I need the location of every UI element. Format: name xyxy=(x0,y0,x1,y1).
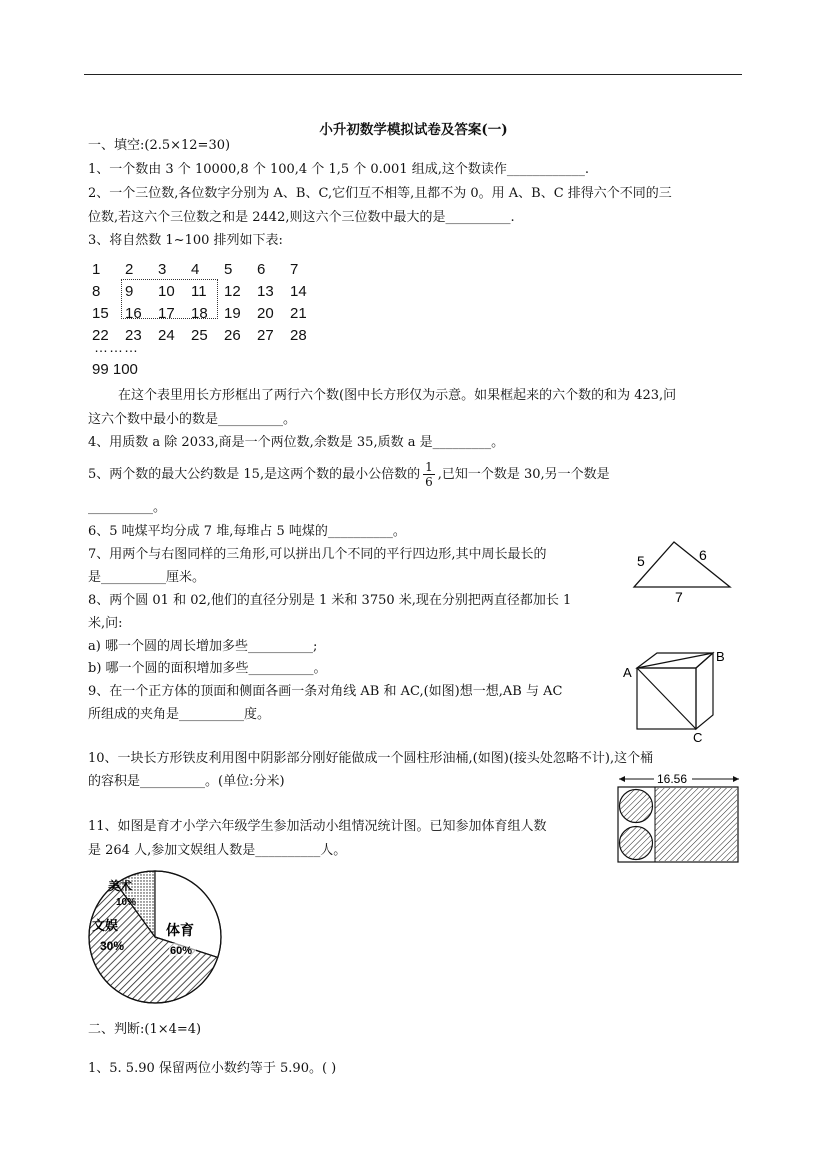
judge-question-1: 1、5. 5.90 保留两位小数约等于 5.90。( ) xyxy=(88,1061,337,1076)
cube-label-b: B xyxy=(716,649,725,664)
page-title: 小升初数学模拟试卷及答案(一) xyxy=(319,122,508,138)
section2-heading: 二、判断:(1×4=4) xyxy=(88,1022,202,1037)
number-table-cell: 17 xyxy=(158,304,175,322)
question-8b: b) 哪一个圆的面积增加多些__________。 xyxy=(88,661,327,676)
number-table-cell: 27 xyxy=(257,326,274,344)
number-table-cell: 8 xyxy=(92,282,101,300)
number-table-cell: 24 xyxy=(158,326,175,344)
number-table-cell: 21 xyxy=(290,304,307,322)
number-table-cell: 22 xyxy=(92,326,109,344)
number-table-cell: 4 xyxy=(191,260,200,278)
question-5-line2: __________。 xyxy=(88,500,167,515)
question-10-line2: 的容积是__________。(单位:分米) xyxy=(88,774,285,789)
question-11-line2: 是 264 人,参加文娱组人数是__________人。 xyxy=(88,843,347,858)
question-1: 1、一个数由 3 个 10000,8 个 100,4 个 1,5 个 0.001 组成,这个数读作____________. xyxy=(88,162,589,177)
pie-pct-sports: 60% xyxy=(170,945,193,957)
top-rule xyxy=(84,74,742,75)
fraction-numerator: 1 xyxy=(425,460,433,474)
number-table-cell: 12 xyxy=(224,282,241,300)
number-table-cell: 13 xyxy=(257,282,274,300)
question-3-text-line2: 这六个数中最小的数是__________。 xyxy=(88,412,297,427)
pie-label-sports: 体育 xyxy=(166,922,194,938)
number-table-cell: 15 xyxy=(92,304,109,322)
cube-label-a: A xyxy=(623,665,632,680)
triangle-label-left: 5 xyxy=(637,553,645,569)
fraction xyxy=(423,460,435,489)
question-8a: a) 哪一个圆的周长增加多些__________; xyxy=(88,639,318,654)
table-last-row: 99 100 xyxy=(92,361,138,378)
number-table-cell: 26 xyxy=(224,326,241,344)
pie-label-ent: 文娱 xyxy=(92,918,119,933)
question-3-text-line1: 在这个表里用长方形框出了两行六个数(图中长方形仅为示意。如果框起来的六个数的和为 423,问 xyxy=(118,388,677,403)
question-5-before: 5、两个数的最大公约数是 15,是这两个数的最小公倍数的 xyxy=(88,467,421,482)
question-7-line1: 7、用两个与右图同样的三角形,可以拼出几个不同的平行四边形,其中周长最长的 xyxy=(88,547,547,562)
question-7-line2: 是__________厘米。 xyxy=(88,570,206,585)
section1-heading: 一、填空:(2.5×12=30) xyxy=(88,138,231,153)
cube-label-c: C xyxy=(693,730,703,744)
triangle-label-right: 6 xyxy=(699,547,707,563)
number-table-cell: 9 xyxy=(125,282,134,300)
question-2-line2: 位数,若这六个三位数之和是 2442,则这六个三位数中最大的是__________. xyxy=(88,210,515,225)
number-table-cell: 28 xyxy=(290,326,307,344)
question-5 xyxy=(88,460,610,490)
question-8-line2: 米,问: xyxy=(88,616,123,631)
number-table-cell: 7 xyxy=(290,260,299,278)
table-ellipsis: ……… xyxy=(94,339,139,355)
question-5-after: ,已知一个数是 30,另一个数是 xyxy=(437,467,610,482)
sheet-figure xyxy=(614,770,744,866)
number-table-cell: 16 xyxy=(125,304,142,322)
number-table-cell: 19 xyxy=(224,304,241,322)
number-table-cell: 6 xyxy=(257,260,266,278)
question-2-line1: 2、一个三位数,各位数字分别为 A、B、C,它们互不相等,且都不为 0。用 A、B、C 排得六个不同的三 xyxy=(88,186,672,201)
number-table-cell: 2 xyxy=(125,260,134,278)
number-table-cell: 1 xyxy=(92,260,101,278)
question-3: 3、将自然数 1~100 排列如下表: xyxy=(88,233,283,248)
pie-pct-ent: 30% xyxy=(100,939,125,953)
number-table-cell: 23 xyxy=(125,326,142,344)
number-table-cell: 11 xyxy=(191,282,207,300)
triangle-figure xyxy=(625,530,745,605)
question-8-line1: 8、两个圆 01 和 02,他们的直径分别是 1 米和 3750 米,现在分别把两直径都加长 1 xyxy=(88,593,572,608)
number-table-cell: 10 xyxy=(158,282,175,300)
question-9-line1: 9、在一个正方体的顶面和侧面各画一条对角线 AB 和 AC,(如图)想一想,AB 与 AC xyxy=(88,684,563,699)
number-table-cell: 3 xyxy=(158,260,167,278)
question-11-line1: 11、如图是育才小学六年级学生参加活动小组情况统计图。已知参加体育组人数 xyxy=(88,819,547,834)
question-4: 4、用质数 a 除 2033,商是一个两位数,余数是 35,质数 a 是_________。 xyxy=(88,435,505,450)
question-6: 6、5 吨煤平均分成 7 堆,每堆占 5 吨煤的__________。 xyxy=(88,524,406,539)
number-table-row xyxy=(92,258,323,280)
triangle-label-bottom: 7 xyxy=(675,589,683,605)
selection-box xyxy=(121,279,218,319)
pie-chart xyxy=(86,868,226,1008)
cube-figure xyxy=(620,644,735,744)
number-table-cell: 14 xyxy=(290,282,307,300)
question-9-line2: 所组成的夹角是__________度。 xyxy=(88,707,271,722)
question-10-line1: 10、一块长方形铁皮利用图中阴影部分刚好能做成一个圆柱形油桶,(如图)(接头处忽略不计),这个桶 xyxy=(88,751,654,766)
pie-label-arts: 美术 xyxy=(108,879,133,893)
pie-pct-arts: 10% xyxy=(116,897,137,908)
number-table-cell: 5 xyxy=(224,260,233,278)
number-table-cell: 25 xyxy=(191,326,208,344)
number-table-cell: 20 xyxy=(257,304,274,322)
sheet-length-label: 16.56 xyxy=(657,772,688,786)
number-table-cell: 18 xyxy=(191,304,208,322)
fraction-denominator: 6 xyxy=(425,475,433,489)
